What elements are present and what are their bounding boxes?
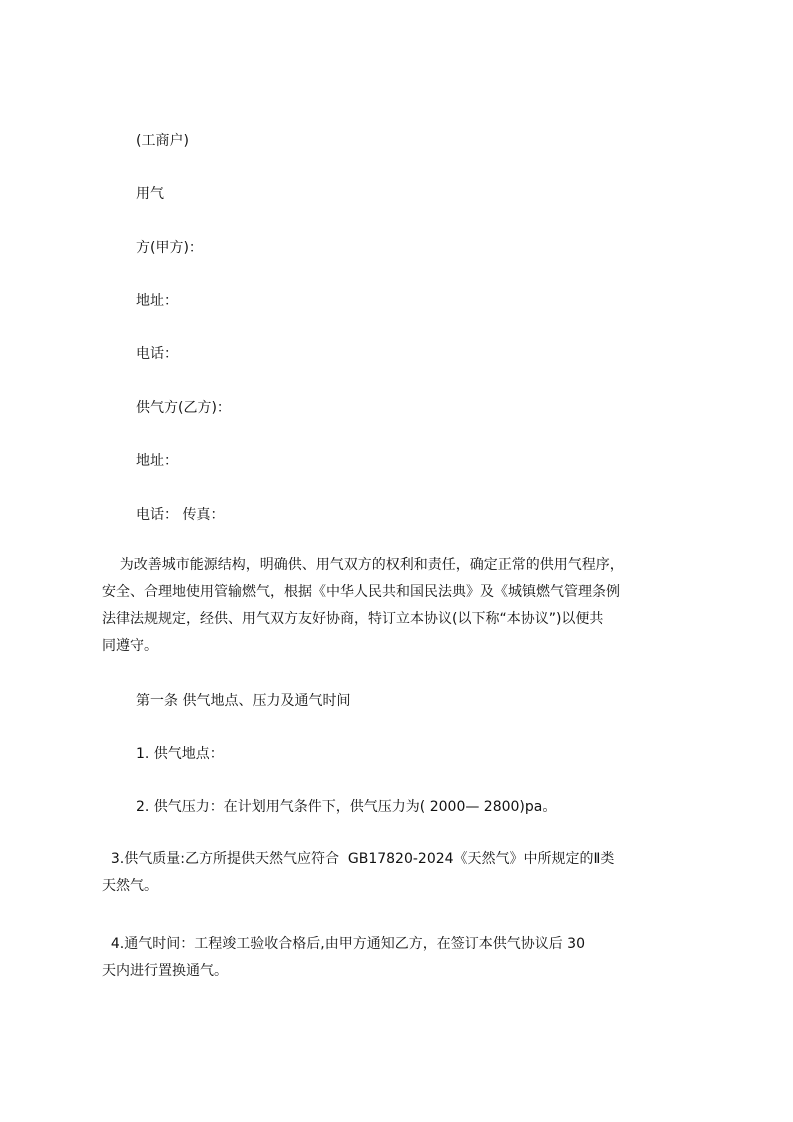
customer-type: (工商户): [136, 133, 189, 149]
party-a-label-line2: 方(甲方)：: [136, 240, 203, 256]
item3-row: 天然气。: [102, 878, 158, 894]
item4-row: 天内进行置换通气。: [102, 963, 228, 979]
preamble-row: 安全、合理地使用管输燃气，根据《中华人民共和国民法典》及《城镇燃气管理条例: [102, 584, 620, 600]
preamble-row: 同遵守。: [102, 638, 158, 654]
party-b-address: 地址：: [136, 453, 178, 469]
article1-title: 第一条 供气地点、压力及通气时间: [136, 693, 351, 709]
preamble-row: 为改善城市能源结构，明确供、用气双方的权利和责任，确定正常的供用气程序，: [102, 557, 624, 573]
party-b-phone-fax: 电话： 传真：: [136, 507, 225, 523]
preamble-row: 法律法规规定，经供、用气双方友好协商，特订立本协议(以下称“本协议”)以便共: [102, 611, 604, 627]
party-a-phone: 电话：: [136, 346, 178, 362]
article1-item1: 1. 供气地点：: [136, 746, 224, 762]
party-a-address: 地址：: [136, 293, 178, 309]
article1-item4: [102, 931, 712, 985]
article1-item2: 2. 供气压力：在计划用气条件下，供气压力为( 2000— 2800)pa。: [136, 799, 557, 815]
preamble-paragraph: [102, 552, 712, 660]
article1-item3: [102, 846, 712, 900]
item3-row: 3.供气质量:乙方所提供天然气应符合 GB17820-2024《天然气》中所规定的Ⅱ类: [102, 851, 615, 867]
party-a-label-line1: 用气: [136, 186, 164, 202]
party-b-label: 供气方(乙方)：: [136, 400, 231, 416]
item4-row: 4.通气时间：工程竣工验收合格后,由甲方通知乙方，在签订本供气协议后 30: [102, 936, 585, 952]
